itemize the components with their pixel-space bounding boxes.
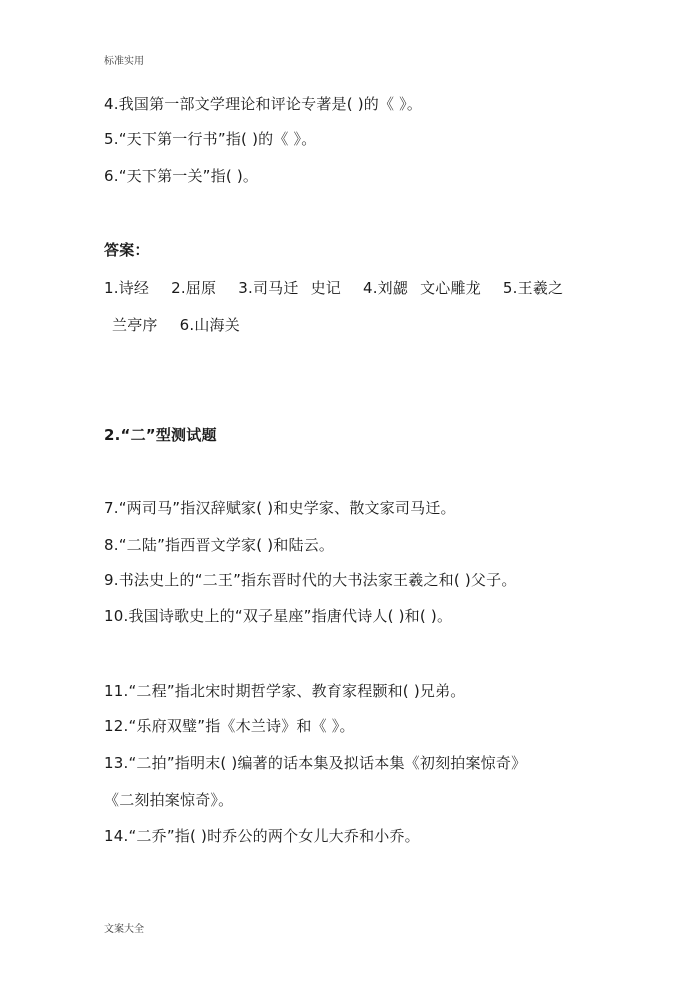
answers-heading: 答案： [104,241,150,259]
answer-1: 1.诗经 [104,279,150,297]
answers-row-1 [104,278,563,298]
question-9: 9.书法史上的“二王”指东晋时代的大书法家王羲之和( )父子。 [104,571,517,589]
question-12: 12.“乐府双璧”指《木兰诗》和《 》。 [104,717,355,735]
question-7: 7.“两司马”指汉辞赋家( )和史学家、散文家司马迁。 [104,499,456,517]
question-13-continued: 《二刻拍案惊奇》。 [104,791,234,809]
question-13: 13.“二拍”指明末( )编著的话本集及拟话本集《初刻拍案惊奇》 [104,754,527,772]
question-11: 11.“二程”指北宋时期哲学家、教育家程颢和( )兄弟。 [104,682,466,700]
answer-4b: 文心雕龙 [420,279,481,297]
section2-heading: 2.“二”型测试题 [104,426,217,444]
question-6: 6.“天下第一关”指( )。 [104,167,259,185]
answer-5: 5.王羲之 [502,279,564,297]
page-footer: 文案大全 [104,924,144,935]
question-10: 10.我国诗歌史上的“双子星座”指唐代诗人( )和( )。 [104,607,453,625]
answer-3b: 史记 [310,279,341,297]
answer-5b: 兰亭序 [112,316,158,334]
page-header: 标准实用 [104,56,144,67]
answer-4: 4.刘勰 [362,279,409,297]
question-14: 14.“二乔”指( )时乔公的两个女儿大乔和小乔。 [104,827,420,845]
answer-2: 2.屈原 [171,279,217,297]
question-5: 5.“天下第一行书”指( )的《 》。 [104,130,317,148]
question-8: 8.“二陆”指西晋文学家( )和陆云。 [104,536,335,554]
answer-3: 3.司马迁 [238,279,299,297]
answers-row-2 [112,315,240,335]
answer-6: 6.山海关 [179,316,240,334]
question-4: 4.我国第一部文学理论和评论专著是( )的《 》。 [104,95,423,113]
